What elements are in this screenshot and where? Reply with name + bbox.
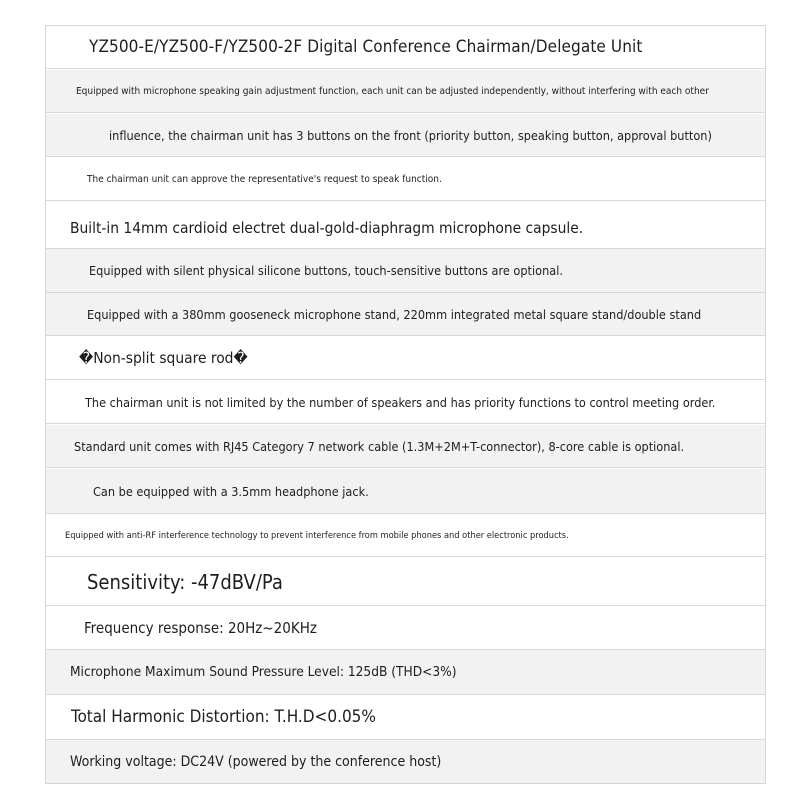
feature-text: Built-in 14mm cardioid electret dual-gold-diaphragm microphone capsule. [70, 219, 584, 237]
feature-text: The chairman unit can approve the representative's request to speak function. [87, 173, 442, 185]
spec-row [46, 740, 765, 783]
document-title: YZ500-E/YZ500-F/YZ500-2F Digital Conference Chairman/Delegate Unit [89, 37, 643, 57]
spec-text: Sensitivity: -47dBV/Pa [87, 569, 283, 594]
spec-text: Microphone Maximum Sound Pressure Level: 125dB (THD<3%) [70, 664, 457, 680]
feature-text: Equipped with a 380mm gooseneck microphone stand, 220mm integrated metal square stand/double stand [87, 306, 702, 322]
feature-row [46, 208, 765, 249]
title-row [46, 26, 765, 69]
spec-text: Working voltage: DC24V (powered by the conference host) [70, 753, 442, 770]
feature-row [46, 158, 765, 201]
spec-text: Total Harmonic Distortion: T.H.D<0.05% [71, 707, 376, 727]
feature-text: Equipped with microphone speaking gain adjustment function, each unit can be adjusted independently, without interfering with each other [76, 85, 709, 97]
feature-row [46, 425, 765, 468]
feature-text: Can be equipped with a 3.5mm headphone jack. [93, 483, 369, 499]
feature-text: Equipped with silent physical silicone buttons, touch-sensitive buttons are optional. [89, 263, 563, 278]
spec-row [46, 558, 765, 606]
spec-sheet [45, 25, 766, 784]
spec-row [46, 606, 765, 650]
feature-row [46, 514, 765, 557]
feature-row [46, 337, 765, 380]
feature-text: Equipped with anti-RF interference technology to prevent interference from mobile phones and other electronic products. [65, 529, 569, 541]
feature-row [46, 293, 765, 336]
feature-text: influence, the chairman unit has 3 buttons on the front (priority button, speaking button, approval button) [109, 127, 712, 143]
feature-row [46, 469, 765, 514]
spec-text: Frequency response: 20Hz~20KHz [84, 618, 317, 637]
feature-text: Standard unit comes with RJ45 Category 7 network cable (1.3M+2M+T-connector), 8-core cable is optional. [74, 438, 685, 454]
spec-row [46, 695, 765, 740]
feature-row [46, 381, 765, 424]
feature-row [46, 70, 765, 113]
spec-row [46, 650, 765, 695]
feature-text: The chairman unit is not limited by the number of speakers and has priority functions to control meeting order. [85, 394, 716, 410]
feature-row [46, 114, 765, 157]
feature-row [46, 249, 765, 293]
feature-text: �Non-split square rod� [79, 349, 248, 367]
